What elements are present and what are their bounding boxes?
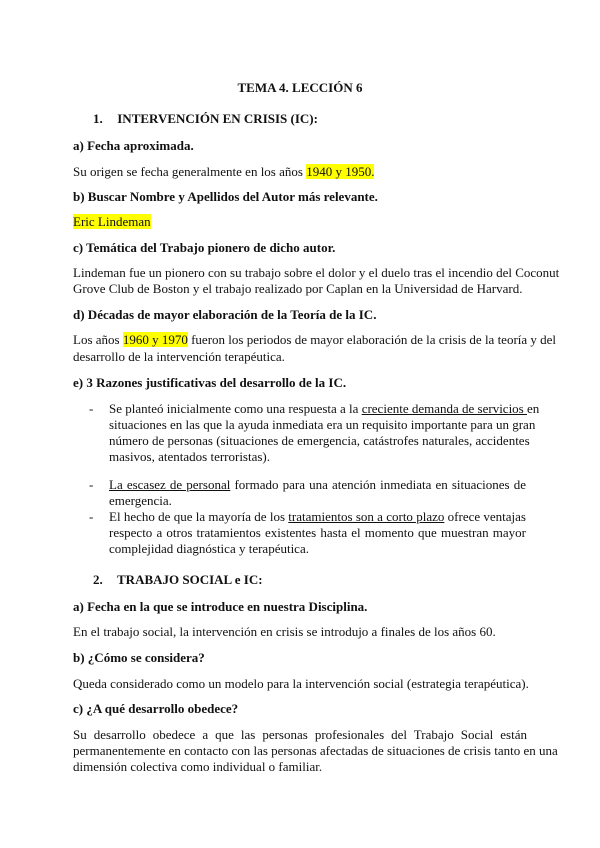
reason-3-line3: complejidad diagnóstica y terapéutica. [109, 541, 309, 556]
answer-2c-line2: permanentemente en contacto con las personas afectadas de situaciones de crisis tanto en una [73, 743, 558, 758]
reason-2-line1 [109, 477, 526, 492]
question-2a: a) Fecha en la que se introduce en nuestra Disciplina. [73, 599, 368, 614]
answer-1d-line1 [73, 332, 557, 347]
answer-2b: Queda considerado como un modelo para la intervención social (estrategia terapéutica). [73, 676, 529, 691]
answer-1d-pre: Los años [73, 332, 123, 347]
answer-2c-line3: dimensión colectiva como individual o familiar. [73, 759, 323, 774]
reason-2-line2: emergencia. [109, 493, 172, 508]
page-title: TEMA 4. LECCIÓN 6 [237, 80, 363, 95]
section-2-number: 2. [93, 572, 103, 587]
bullet-dash-3: - [89, 509, 94, 524]
highlight-1d: 1960 y 1970 [122, 332, 188, 347]
question-1e: e) 3 Razones justificativas del desarrollo de la IC. [73, 375, 347, 390]
question-1c: c) Temática del Trabajo pionero de dicho autor. [73, 240, 336, 255]
reason-1-line4: masivos, atentados terroristas). [109, 449, 271, 464]
question-1b: b) Buscar Nombre y Apellidos del Autor más relevante. [73, 189, 378, 204]
answer-1c-line2: Grove Club de Boston y el trabajo realizado por Caplan en la Universidad de Harvard. [73, 281, 523, 296]
reason-1-post: en [527, 401, 540, 416]
answer-2a: En el trabajo social, la intervención en crisis se introdujo a finales de los años 60. [73, 624, 496, 639]
answer-2c-line1: Su desarrollo obedece a que las personas profesionales del Trabajo Social están [73, 727, 527, 742]
question-2b: b) ¿Cómo se considera? [73, 650, 205, 665]
answer-1d-post: fueron los periodos de mayor elaboración de la crisis de la teoría y del [187, 332, 557, 347]
section-1-heading [93, 111, 318, 126]
section-2-title: TRABAJO SOCIAL e IC: [117, 572, 263, 587]
reason-3-line1 [109, 509, 526, 524]
section-1-number: 1. [93, 111, 103, 126]
answer-1a [73, 164, 374, 179]
question-1a: a) Fecha aproximada. [73, 138, 194, 153]
reason-3-underline: tratamientos son a corto plazo [288, 509, 445, 524]
reason-1-line1 [109, 401, 540, 416]
section-2-heading [93, 572, 263, 587]
bullet-dash-1: - [89, 401, 94, 416]
answer-1b [73, 214, 151, 229]
reason-1-underline: creciente demanda de servicios [361, 401, 527, 416]
answer-1d-line2: desarrollo de la intervención terapéutica. [73, 349, 285, 364]
answer-1c-line1: Lindeman fue un pionero con su trabajo sobre el dolor y el duelo tras el incendio del Coconut [73, 265, 560, 280]
reason-3-line2: respecto a otros tratamientos existentes hasta el momento que muestran mayor [109, 525, 526, 540]
bullet-dash-2: - [89, 477, 94, 492]
highlight-1b: Eric Lindeman [73, 214, 151, 229]
reason-1-pre: Se planteó inicialmente como una respuesta a la [109, 401, 362, 416]
reason-1-line3: número de personas (situaciones de emergencia, catástrofes naturales, accidentes [109, 433, 530, 448]
reason-1-line2: situaciones en las que la ayuda inmediata era un requisito importante para un gran [109, 417, 536, 432]
reason-2-post: formado para una atención inmediata en situaciones de [230, 477, 526, 492]
reason-2-underline: La escasez de personal [109, 477, 231, 492]
answer-1a-text: Su origen se fecha generalmente en los años [73, 164, 307, 179]
section-1-title: INTERVENCIÓN EN CRISIS (IC): [117, 111, 318, 126]
question-2c: c) ¿A qué desarrollo obedece? [73, 701, 239, 716]
highlight-1a: 1940 y 1950. [306, 164, 375, 179]
question-1d: d) Décadas de mayor elaboración de la Teoría de la IC. [73, 307, 377, 322]
reason-3-pre: El hecho de que la mayoría de los [109, 509, 289, 524]
reason-3-post: ofrece ventajas [444, 509, 526, 524]
